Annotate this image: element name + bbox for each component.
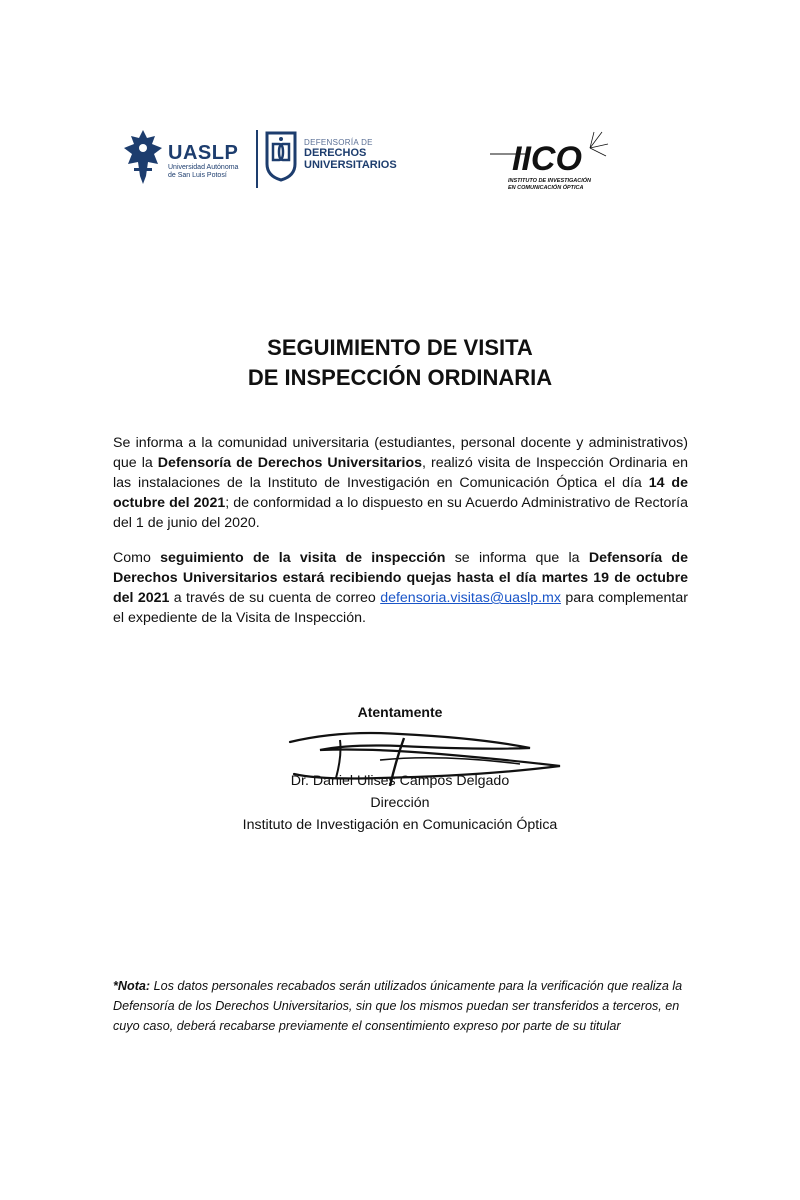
ddu-line1: DEFENSORÍA DE	[304, 138, 373, 147]
note-label: *Nota:	[113, 979, 151, 993]
iico-subtitle-line1: INSTITUTO DE INVESTIGACIÓN	[508, 178, 592, 184]
p1-bold-defensoria: Defensoría de Derechos Universitarios	[157, 455, 423, 471]
p1-text-1: Se informa a la comunidad universitaria (estudiantes, personal docente y administrativos) que la	[113, 435, 688, 471]
p1-bold-date: 14 de octubre del 2021	[113, 475, 688, 511]
p1-text-3: ; de conformidad a lo dispuesto en su Acuerdo Administrativo de Rectoría del 1 de junio del 2020.	[113, 495, 688, 531]
iico-logo	[488, 126, 618, 198]
signer-name: Dr. Daniel Ulises Campos Delgado	[290, 773, 510, 789]
p2-bold-deadline: Defensoría de Derechos Universitarios estará recibiendo quejas hasta el día martes 19 de octubre del 2021	[113, 550, 688, 606]
ddu-line2: DERECHOS	[304, 147, 367, 159]
document-title	[0, 333, 800, 393]
uaslp-subtitle-line2: de San Luis Potosí	[168, 172, 227, 179]
p1-text-2: , realizó visita de Inspección Ordinaria en las instalaciones de la Instituto de Investigación en Comunicación Óptica el día	[113, 455, 688, 491]
p2-text-1: Como	[113, 550, 161, 566]
iico-logo-text: IICO	[512, 140, 582, 178]
uaslp-logo	[118, 126, 258, 190]
logo-divider	[256, 130, 258, 188]
handwritten-signature	[280, 720, 570, 792]
title-line1: SEGUIMIENTO DE VISITA	[267, 335, 533, 360]
p2-text-4: para complementar el expediente de la Visita de Inspección.	[113, 590, 688, 626]
ddu-logo	[264, 126, 404, 190]
title-line2: DE INSPECCIÓN ORDINARIA	[247, 365, 553, 390]
iico-logo-mark	[490, 130, 610, 178]
ddu-text	[304, 138, 397, 171]
p2-text-3: a través de su cuenta de correo	[169, 590, 381, 606]
closing-text: Atentamente	[357, 704, 443, 720]
signer-position: Dirección	[370, 795, 430, 811]
iico-subtitle-line2: EN COMUNICACIÓN ÓPTICA	[508, 184, 584, 191]
p2-bold-seguimiento: seguimiento de la visita de inspección	[160, 550, 446, 566]
privacy-note	[113, 976, 698, 1036]
signer-institution: Instituto de Investigación en Comunicación Óptica	[242, 817, 558, 833]
note-text: Los datos personales recabados serán utilizados únicamente para la verificación que realiza la Defensoría de los Derechos Universitarios, sin que los mismos puedan ser transferidos a terceros, en cuyo caso, deberá recabarse previamente el consentimiento expreso por parte de su titular	[113, 979, 683, 1033]
email-link[interactable]: defensoria.visitas@uaslp.mx	[380, 590, 561, 606]
signature-block	[0, 702, 800, 836]
ddu-line3: UNIVERSITARIOS	[304, 159, 397, 171]
uaslp-subtitle	[168, 164, 258, 180]
paragraph-follow-up	[113, 548, 688, 628]
eagle-crest-icon	[122, 128, 164, 186]
uaslp-subtitle-line1: Universidad Autónoma	[168, 164, 239, 171]
uaslp-name: UASLP	[168, 142, 239, 164]
paragraph-visit-info	[113, 433, 688, 533]
ddu-shield-icon	[264, 130, 298, 182]
p2-text-2: se informa que la	[445, 550, 589, 566]
iico-subtitle	[508, 178, 591, 191]
header-logos	[118, 126, 618, 206]
